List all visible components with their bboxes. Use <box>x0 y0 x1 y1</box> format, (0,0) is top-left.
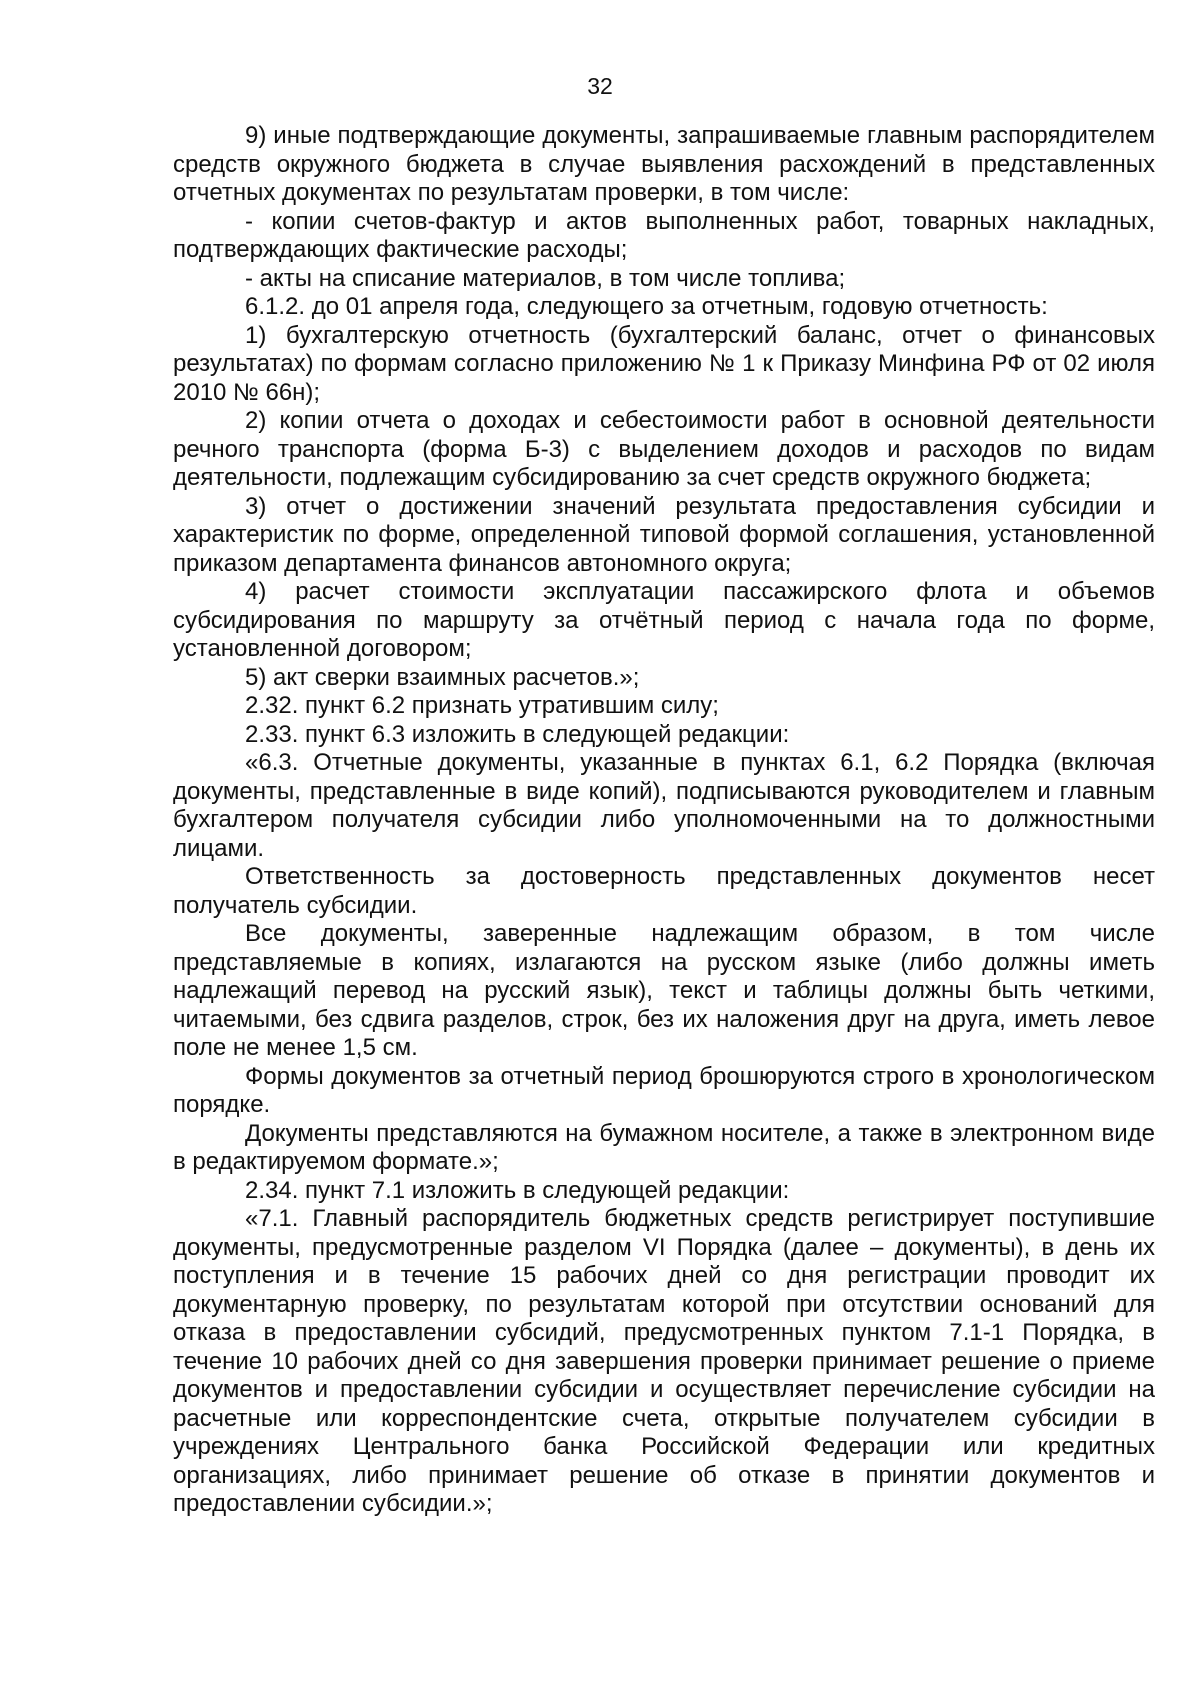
paragraph: Все документы, заверенные надлежащим образом, в том числе представляемые в копиях, излагаются на русском языке (либо должны иметь надлежащий перевод на русский язык), текст и таблицы должны быть четкими, читаемыми, без сдвига разделов, строк, без их наложения друг на друга, иметь левое поле не менее 1,5 см. <box>173 920 1155 1061</box>
paragraph: Ответственность за достоверность представленных документов несет получатель субсидии. <box>173 863 1155 919</box>
paragraph: «7.1. Главный распорядитель бюджетных средств регистрирует поступившие документы, предусмотренные разделом VI Порядка (далее – документы), в день их поступления и в течение 15 рабочих дней со дня регистрации проводит их документарную проверку, по результатам которой при отсутствии оснований для отказа в предоставлении субсидий, предусмотренных пунктом 7.1-1 Порядка, в течение 10 рабочих дней со дня завершения проверки принимает решение о приеме документов и предоставлении субсидии и осуществляет перечисление субсидии на расчетные или корреспондентские счета, открытые получателем субсидии в учреждениях Центрального банка Российской Федерации или кредитных организациях, либо принимает решение об отказе в принятии документов и предоставлении субсидии.»; <box>173 1205 1155 1517</box>
paragraph: Документы представляются на бумажном носителе, а также в электронном виде в редактируемом формате.»; <box>173 1119 1155 1175</box>
paragraph: 2.33. пункт 6.3 изложить в следующей редакции: <box>245 720 790 748</box>
paragraph: 2.34. пункт 7.1 изложить в следующей редакции: <box>245 1176 790 1204</box>
paragraph: Формы документов за отчетный период брошюруются строго в хронологическом порядке. <box>173 1062 1155 1118</box>
paragraph: 2.32. пункт 6.2 признать утратившим силу; <box>245 692 719 719</box>
paragraph: 9) иные подтверждающие документы, запрашиваемые главным распорядителем средств окружного бюджета в случае выявления расхождений в представленных отчетных документах по результатам проверки, в том числе: <box>173 122 1155 206</box>
page-number: 32 <box>587 73 613 99</box>
paragraph: 5) акт сверки взаимных расчетов.»; <box>245 663 640 691</box>
paragraph: 4) расчет стоимости эксплуатации пассажирского флота и объемов субсидирования по маршруту за отчётный период с начала года по форме, установленной договором; <box>173 578 1155 662</box>
paragraph: 3) отчет о достижении значений результата предоставления субсидии и характеристик по форме, определенной типовой формой соглашения, установленной приказом департамента финансов автономного округа; <box>173 492 1155 577</box>
paragraph: 1) бухгалтерскую отчетность (бухгалтерский баланс, отчет о финансовых результатах) по формам согласно приложению № 1 к Приказу Минфина РФ от 02 июля 2010 № 66н); <box>173 321 1155 406</box>
paragraph: 2) копии отчета о доходах и себестоимости работ в основной деятельности речного транспорта (форма Б-3) с выделением доходов и расходов по видам деятельности, подлежащим субсидированию за счет средств окружного бюджета; <box>173 407 1155 491</box>
document-body <box>173 122 1155 1519</box>
paragraph: «6.3. Отчетные документы, указанные в пунктах 6.1, 6.2 Порядка (включая документы, представленные в виде копий), подписываются руководителем и главным бухгалтером получателя субсидии либо уполномоченными на то должностными лицами. <box>173 749 1155 862</box>
paragraph: - копии счетов-фактур и актов выполненных работ, товарных накладных, подтверждающих фактические расходы; <box>173 207 1155 263</box>
paragraph: - акты на списание материалов, в том числе топлива; <box>245 264 846 292</box>
paragraph: 6.1.2. до 01 апреля года, следующего за отчетным, годовую отчетность: <box>245 293 1048 320</box>
